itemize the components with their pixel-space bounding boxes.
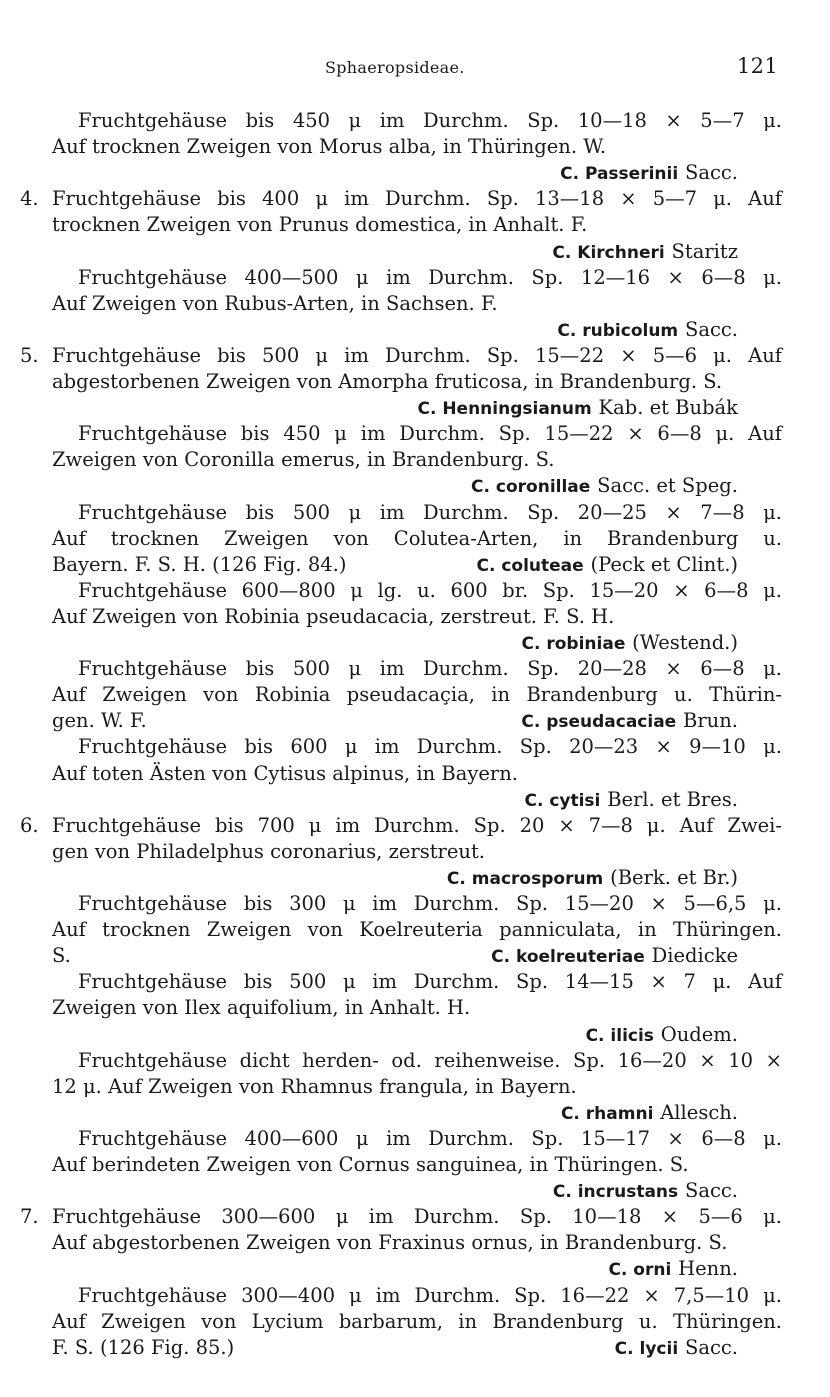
page-number: 121 [737, 54, 778, 78]
species-citation [615, 1335, 738, 1362]
species-author: Berl. et Bres. [607, 787, 738, 811]
text-line: Fruchtgehäuse bis 500 μ im Durchm. Sp. 20—28 × 6—8 μ. [78, 657, 782, 681]
species-name: C. orni [608, 1260, 672, 1281]
species-author: Henn. [678, 1257, 738, 1281]
text-line: Fruchtgehäuse 300—600 μ im Durchm. Sp. 10—18 × 5—6 μ. 7. [20, 1205, 782, 1229]
species-name: C. Kirchneri [552, 242, 665, 263]
text-line: Auf Zweigen von Rubus-Arten, in Sachsen. F. [52, 291, 498, 315]
species-name: C. cytisi [524, 790, 601, 811]
text-line: trocknen Zweigen von Prunus domestica, in Anhalt. F. [52, 213, 588, 237]
text-line: Auf toten Ästen von Cytisus alpinus, in Bayern. [52, 761, 518, 785]
species-citation [447, 865, 738, 892]
text-line: Fruchtgehäuse 400—600 μ im Durchm. Sp. 15—17 × 6—8 μ. [78, 1126, 782, 1150]
text-line: Zweigen von Coronilla emerus, in Brandenburg. S. [52, 448, 555, 472]
species-name: C. coluteae [476, 555, 584, 576]
species-name: C. Passerinii [560, 164, 679, 185]
species-citation [561, 1100, 738, 1127]
text-line: Fruchtgehäuse 600—800 μ lg. u. 600 br. Sp. 15—20 × 6—8 μ. [78, 578, 782, 602]
species-author: Kab. et Bubák [598, 396, 738, 420]
species-author: Sacc. et Speg. [597, 474, 738, 498]
text-line: Zweigen von Ilex aquifolium, in Anhalt. H. [52, 996, 471, 1020]
species-author: (Westend.) [632, 631, 738, 654]
species-name: C. incrustans [552, 1182, 679, 1203]
text-line: Fruchtgehäuse bis 500 μ im Durchm. Sp. 15—22 × 5—6 μ. Auf 5. [20, 343, 782, 367]
text-line: Fruchtgehäuse bis 450 μ im Durchm. Sp. 15—22 × 6—8 μ. Auf [78, 422, 782, 446]
species-author: Staritz [671, 239, 738, 263]
text-line: Fruchtgehäuse 400—500 μ im Durchm. Sp. 12—16 × 6—8 μ. [78, 265, 782, 289]
species-name: C. pseudacaciae [521, 712, 677, 733]
species-citation [417, 395, 738, 422]
species-citation [524, 787, 738, 814]
species-name: C. koelreuteriae [491, 947, 645, 968]
text-line: Auf Zweigen von Lycium barbarum, in Brandenburg u. Thüringen. [52, 1309, 782, 1333]
text-line: 12 μ. Auf Zweigen von Rhamnus frangula, in Bayern. [52, 1074, 577, 1098]
text-line: Auf abgestorbenen Zweigen von Fraxinus ornus, in Brandenburg. S. [52, 1231, 728, 1255]
text-line: Fruchtgehäuse bis 500 μ im Durchm. Sp. 14—15 × 7 μ. Auf [78, 970, 782, 994]
species-citation [471, 473, 738, 500]
text-line: gen. W. F. [52, 709, 147, 733]
text-line: Auf trocknen Zweigen von Morus alba, in Thüringen. W. [52, 135, 607, 159]
species-author: Sacc. [684, 1335, 738, 1359]
text-line: Bayern. F. S. H. (126 Fig. 84.) [52, 552, 347, 576]
text-line: Fruchtgehäuse dicht herden- od. reihenweise. Sp. 16—20 × 10 × [78, 1048, 782, 1072]
species-name: C. Henningsianum [417, 399, 592, 420]
text-line: abgestorbenen Zweigen von Amorpha fruticosa, in Brandenburg. S. [52, 370, 723, 393]
species-name: C. coronillae [471, 477, 591, 498]
text-line: F. S. (126 Fig. 85.) [52, 1335, 235, 1359]
species-name: C. lycii [614, 1338, 679, 1359]
species-citation [522, 630, 739, 657]
species-citation [586, 1022, 738, 1049]
species-author: (Berk. et Br.) [610, 865, 738, 889]
text-line: Fruchtgehäuse bis 300 μ im Durchm. Sp. 15—20 × 5—6,5 μ. [78, 892, 782, 915]
text-line: Fruchtgehäuse bis 450 μ im Durchm. Sp. 10—18 × 5—7 μ. [78, 109, 782, 132]
species-author: (Peck et Clint.) [590, 552, 738, 576]
species-citation [521, 708, 738, 735]
text-line: Auf berindeten Zweigen von Cornus sanguinea, in Thüringen. S. [52, 1153, 689, 1176]
text-line: Fruchtgehäuse bis 500 μ im Durchm. Sp. 20—25 × 7—8 μ. [78, 500, 782, 524]
entry-number: 7. [20, 1205, 39, 1229]
species-name: C. ilicis [585, 1025, 654, 1046]
species-citation [491, 943, 738, 970]
entry-number: 5. [20, 343, 39, 367]
species-author: Oudem. [660, 1022, 738, 1046]
text-line: gen von Philadelphus coronarius, zerstreut. [52, 839, 485, 863]
species-author: Sacc. [684, 161, 738, 185]
entry-number: 4. [20, 187, 39, 211]
species-author: Sacc. [684, 1179, 738, 1203]
species-name: C. robiniae [521, 634, 626, 654]
species-citation [553, 1178, 738, 1205]
species-citation [552, 239, 738, 266]
text-line: Fruchtgehäuse bis 600 μ im Durchm. Sp. 20—23 × 9—10 μ. [78, 735, 782, 759]
species-citation [557, 317, 738, 344]
entry-number: 6. [20, 813, 39, 837]
text-line: Auf trocknen Zweigen von Colutea-Arten, in Brandenburg u. [52, 526, 782, 550]
species-author: Allesch. [660, 1100, 738, 1124]
running-header: Sphaeropsideae. [325, 58, 465, 77]
text-line: Auf Zweigen von Robinia pseudacacia, zerstreut. F. S. H. [52, 604, 615, 628]
species-name: C. rubicolum [557, 320, 679, 341]
text-line: Fruchtgehäuse bis 700 μ im Durchm. Sp. 20 × 7—8 μ. Auf Zwei- 6. [20, 813, 782, 837]
species-citation [608, 1256, 738, 1283]
species-name: C. rhamni [560, 1103, 654, 1124]
species-citation [476, 552, 738, 579]
species-citation [560, 160, 738, 187]
species-author: Sacc. [684, 317, 738, 341]
text-line: Auf trocknen Zweigen von Koelreuteria panniculata, in Thüringen. [52, 918, 782, 942]
text-line: S. [52, 944, 71, 968]
text-line: Fruchtgehäuse bis 400 μ im Durchm. Sp. 13—18 × 5—7 μ. Auf 4. [20, 187, 782, 211]
text-line: Auf Zweigen von Robinia pseudacaçia, in Brandenburg u. Thürin- [52, 683, 782, 707]
species-name: C. macrosporum [446, 868, 604, 889]
text-line: Fruchtgehäuse 300—400 μ im Durchm. Sp. 16—22 × 7,5—10 μ. [78, 1283, 782, 1307]
species-author: Diedicke [651, 944, 738, 968]
species-author: Brun. [683, 709, 738, 733]
